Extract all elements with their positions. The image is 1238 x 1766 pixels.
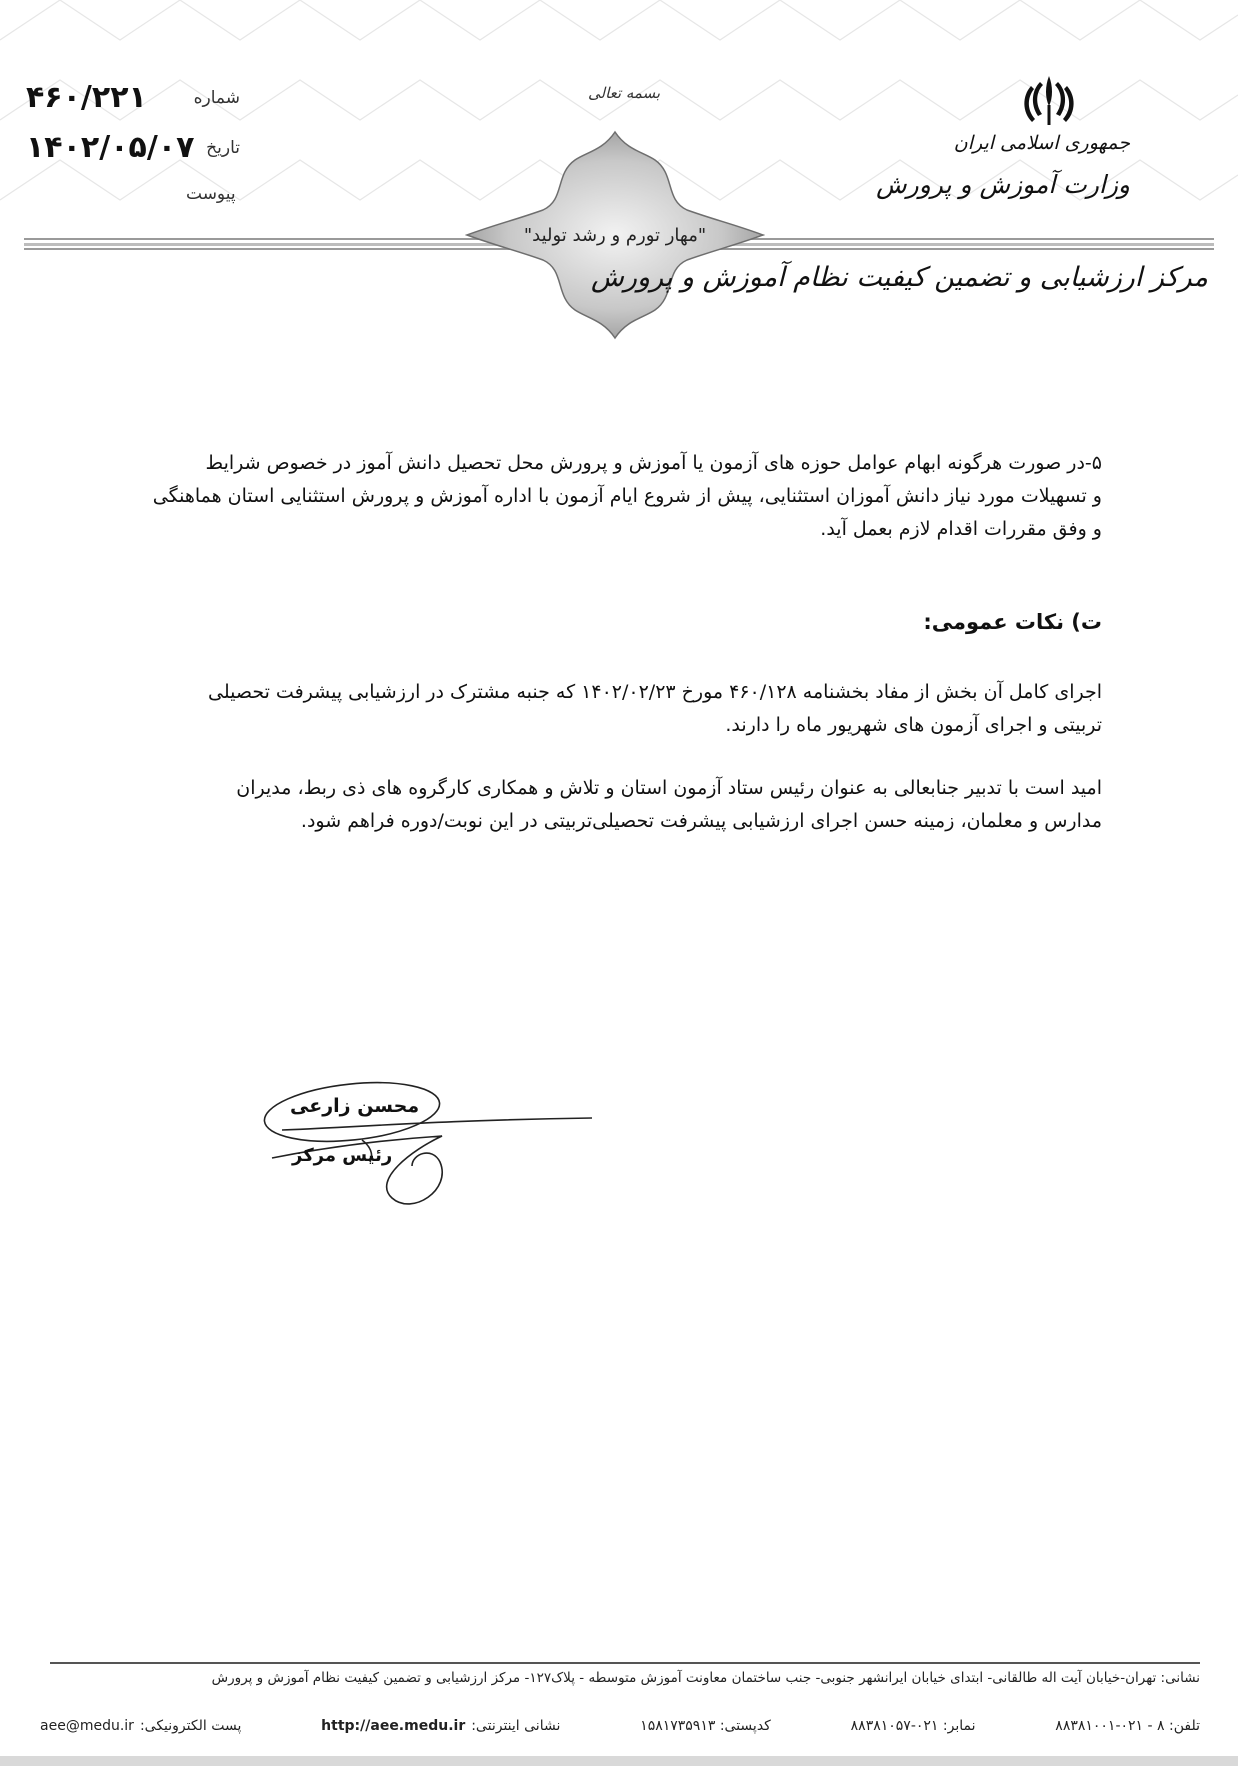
letter-number: ۴۶۰/۲۲۱ bbox=[26, 80, 147, 115]
letter-date-row bbox=[26, 130, 240, 165]
footer-email-label: پست الکترونیکی: bbox=[139, 1718, 242, 1734]
footer-phone: تلفن: ۸ - ۰۲۱-۸۸۳۸۱۰۰۱ bbox=[1055, 1718, 1200, 1734]
paragraph-5 bbox=[112, 447, 1102, 546]
closing-paragraph bbox=[112, 772, 1102, 838]
paragraph-5-line-1: ۵-در صورت هرگونه ابهام عوامل حوزه های آزمون یا آموزش و پرورش محل تحصیل دانش آموز در خصوص شرایط bbox=[205, 452, 1102, 474]
republic-title: جمهوری اسلامی ایران bbox=[953, 132, 1130, 154]
attachment-row bbox=[186, 184, 236, 204]
closing-line-2: مدارس و معلمان، زمینه حسن اجرای ارزشیابی پیشرفت تحصیلی‌تربیتی در این نوبت/دوره فراهم شود. bbox=[300, 810, 1102, 832]
attachment-label: پیوست bbox=[186, 184, 236, 204]
general-notes-paragraph bbox=[112, 676, 1102, 742]
closing-line-1: امید است با تدبیر جنابعالی به عنوان رئیس ستاد آزمون استان و تلاش و همکاری کارگروه های ذی ربط، مدیران bbox=[236, 777, 1102, 799]
slogan-text: "مهار تورم و رشد تولید" bbox=[523, 225, 707, 246]
footer-divider bbox=[50, 1662, 1200, 1664]
number-label: شماره bbox=[193, 87, 240, 108]
footer-website-label: نشانی اینترنتی: bbox=[471, 1718, 561, 1734]
ministry-title: وزارت آموزش و پرورش bbox=[876, 170, 1130, 199]
letter-number-row bbox=[26, 80, 240, 115]
general-line-2: تربیتی و اجرای آزمون های شهریور ماه را دارند. bbox=[725, 714, 1102, 736]
letter-date: ۱۴۰۲/۰۵/۰۷ bbox=[26, 130, 195, 165]
bottom-border bbox=[0, 1756, 1238, 1766]
general-line-1: اجرای کامل آن بخش از مفاد بخشنامه ۴۶۰/۱۲۸ مورخ ۱۴۰۲/۰۲/۲۳ که جنبه مشترک در ارزشیابی پیشرفت تحصیلی bbox=[207, 681, 1102, 703]
general-notes-heading: ت) نکات عمومی: bbox=[923, 610, 1102, 634]
footer-contacts bbox=[40, 1718, 1200, 1734]
footer-fax: نمابر: ۰۲۱-۸۸۳۸۱۰۵۷ bbox=[850, 1718, 976, 1734]
footer-website-link[interactable]: http://aee.medu.ir bbox=[321, 1718, 466, 1734]
paragraph-5-line-2: و تسهیلات مورد نیاز دانش آموزان استثنایی، پیش از شروع ایام آزمون با اداره آموزش و پرورش استثنایی استان هماهنگی bbox=[152, 485, 1102, 507]
bismillah: بسمه تعالی bbox=[588, 84, 661, 102]
signatory-title: رئیس مرکز bbox=[292, 1145, 393, 1166]
footer-email-link[interactable]: aee@medu.ir bbox=[40, 1718, 134, 1734]
signatory-name: محسن زارعی bbox=[290, 1095, 420, 1117]
footer-postal-code: کدپستی: ۱۵۸۱۷۳۵۹۱۳ bbox=[640, 1718, 771, 1734]
center-title: مرکز ارزشیابی و تضمین کیفیت نظام آموزش و پرورش bbox=[591, 262, 1208, 293]
date-label: تاریخ bbox=[206, 137, 240, 158]
footer-website-group bbox=[321, 1718, 560, 1734]
iran-emblem-icon bbox=[1018, 72, 1080, 130]
footer-email-group bbox=[40, 1718, 241, 1734]
footer-address: نشانی: تهران-خیابان آیت اله طالقانی- ابتدای خیابان ایرانشهر جنوبی- جنب ساختمان معاونت آموزش متوسطه - پلاک۱۲۷- مرکز ارزشیابی و تضمین کیفیت نظام آموزش و پرورش bbox=[211, 1670, 1200, 1686]
paragraph-5-line-3: و وفق مقررات اقدام لازم بعمل آید. bbox=[820, 518, 1102, 540]
